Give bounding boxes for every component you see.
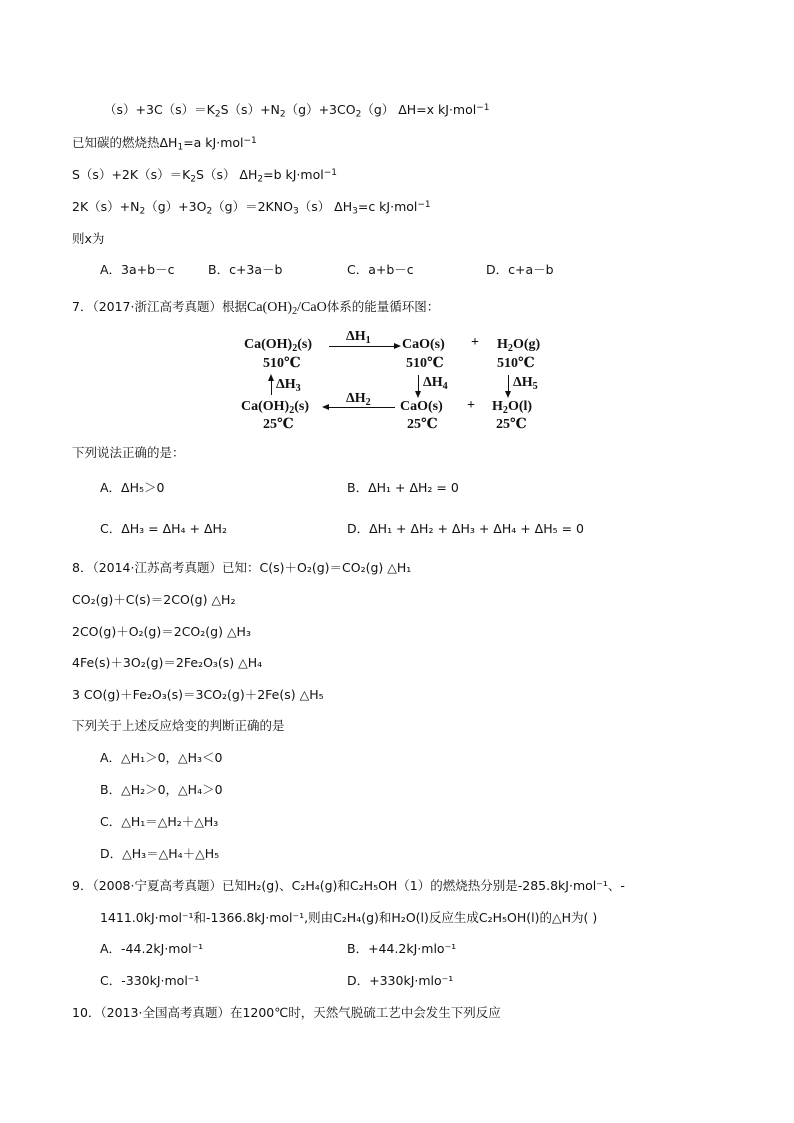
q7-stem: 7．（2017·浙江高考真题）根据$Ca(OH)_2$/CaO体系的能量循环图： [72, 299, 440, 317]
q6-main-equation: $(s)+3C(s)=K_2S(s)+N_2(g)+3CO_2(g)$ ΔH=x kJ·mol$^{-1}$ [104, 102, 490, 120]
temp-25-h2o: 25℃ [496, 417, 527, 432]
q7-option-c: C．ΔH₃ = ΔH₄ + ΔH₂ [100, 521, 227, 536]
q6-question: 则x为 [72, 231, 105, 246]
q7-option-d: D．ΔH₁ + ΔH₂ + ΔH₃ + ΔH₄ + ΔH₅ = 0 [347, 521, 584, 536]
dh4-label: $\Delta H_4$ [423, 375, 448, 392]
cao-25-label: CaO(s) [400, 399, 443, 414]
q8-reaction-4: 4Fe(s)＋3O₂(g)＝2Fe₂O₃(s) △H₄ [72, 655, 263, 670]
dh5-arrow [508, 375, 509, 392]
h2o-gas-label: $H_2O(g)$ [497, 337, 541, 354]
h2o-liquid-label: $H_2O(l)$ [492, 399, 533, 416]
q7-option-b: B．ΔH₁ + ΔH₂ = 0 [347, 480, 459, 495]
q9-stem-line2: 1411.0kJ·mol⁻¹和-1366.8kJ·mol⁻¹,则由C₂H₄(g)和H₂O(l)反应生成C₂H₅OH(l)的△H为( ) [100, 910, 598, 925]
q9-option-a: A．-44.2kJ·mol⁻¹ [100, 941, 204, 956]
dh5-arrowhead [505, 391, 511, 398]
q7-question: 下列说法正确的是： [72, 445, 185, 460]
q8-reaction-2: CO₂(g)＋C(s)＝2CO(g) △H₂ [72, 592, 236, 607]
q9-stem-line1: 9．（2008·宁夏高考真题）已知H₂(g)、C₂H₄(g)和C₂H₅OH（1）的燃烧热分别是-285.8kJ·mol⁻¹、- [72, 878, 625, 893]
q9-option-d: D．+330kJ·mlo⁻¹ [347, 973, 454, 988]
temp-25-cao: 25℃ [407, 417, 438, 432]
q9-option-c: C．-330kJ·mol⁻¹ [100, 973, 200, 988]
q8-option-b: B．△H₂＞0，△H₄＞0 [100, 782, 223, 797]
q6-known-combustion-heat: 已知碳的燃烧热$\Delta H_1=a$ kJ·mol$^{-1}$ [72, 135, 257, 153]
dh2-arrow [328, 407, 395, 408]
q7-option-a: A．ΔH₅＞0 [100, 480, 165, 495]
q9-option-b: B．+44.2kJ·mlo⁻¹ [347, 941, 457, 956]
caoh2-510-label: $Ca(OH)_2(s)$ [244, 337, 313, 354]
dh4-arrowhead [415, 391, 421, 398]
dh5-label: $\Delta H_5$ [513, 375, 538, 392]
temp-510-caoh2: 510℃ [263, 356, 301, 371]
dh1-arrow [329, 346, 395, 347]
q8-stem: 8．（2014·江苏高考真题）已知：C(s)＋O₂(g)＝CO₂(g) △H₁ [72, 560, 412, 575]
plus-top: + [471, 335, 479, 350]
q6-option-d: D．c+a－b [486, 262, 554, 277]
q8-option-a: A．△H₁＞0，△H₃＜0 [100, 750, 223, 765]
dh3-label: $\Delta H_3$ [276, 377, 301, 394]
q6-equation-2: $S(s)+2K(s)=K_2S(s)$ $\Delta H_2=b$ kJ·mol$^{-1}$ [72, 167, 337, 185]
caoh2-25-label: $Ca(OH)_2(s)$ [241, 399, 310, 416]
dh1-label: $\Delta H_1$ [346, 329, 371, 346]
q6-option-b: B．c+3a－b [208, 262, 283, 277]
q10-stem: 10．（2013·全国高考真题）在1200℃时，天然气脱硫工艺中会发生下列反应 [72, 1005, 501, 1020]
q6-option-c: C．a+b－c [347, 262, 414, 277]
q8-question: 下列关于上述反应焓变的判断正确的是 [72, 718, 285, 733]
q6-equation-3: $2K(s)+N_2(g)+3O_2(g)=2KNO_3(s)$ $\Delta H_3=c$ kJ·mol$^{-1}$ [72, 199, 431, 217]
q8-option-c: C．△H₁＝△H₂＋△H₃ [100, 814, 219, 829]
dh4-arrow [418, 375, 419, 392]
q8-option-d: D．△H₃＝△H₄＋△H₅ [100, 846, 220, 861]
temp-510-cao: 510℃ [406, 356, 444, 371]
dh3-arrowhead [268, 374, 274, 381]
dh2-label: $\Delta H_2$ [346, 391, 371, 408]
plus-bottom: + [467, 398, 475, 413]
q8-reaction-5: 3 CO(g)＋Fe₂O₃(s)＝3CO₂(g)＋2Fe(s) △H₅ [72, 687, 324, 702]
temp-25-caoh2: 25℃ [263, 417, 294, 432]
dh1-arrowhead [394, 343, 401, 349]
q6-option-a: A．3a+b－c [100, 262, 175, 277]
q8-reaction-3: 2CO(g)＋O₂(g)＝2CO₂(g) △H₃ [72, 624, 251, 639]
temp-510-h2o: 510℃ [497, 356, 535, 371]
cao-510-label: CaO(s) [402, 337, 445, 352]
dh2-arrowhead [322, 404, 329, 410]
